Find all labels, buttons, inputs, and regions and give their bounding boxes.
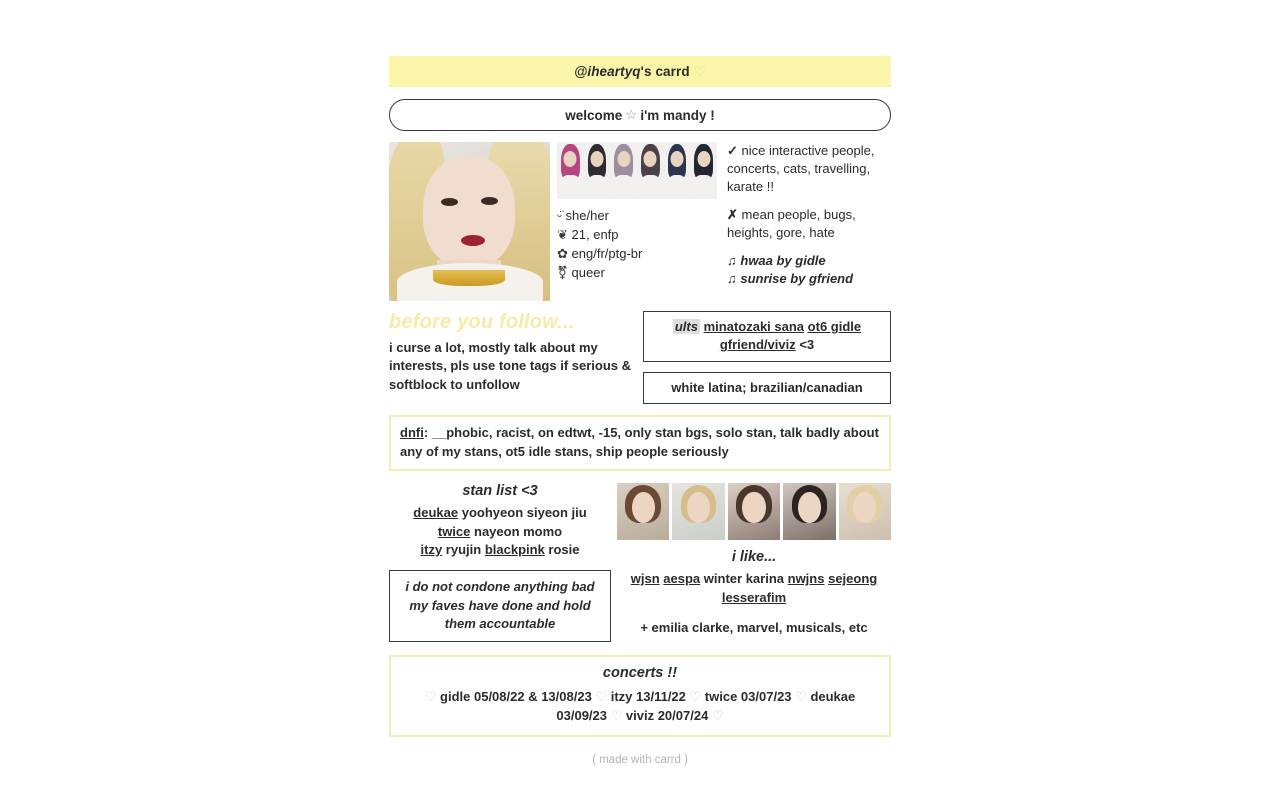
music-line-1: [727, 252, 891, 270]
carrd-card: [389, 56, 891, 766]
intro-section: [389, 142, 891, 301]
page-title-bar: [389, 56, 891, 87]
fact-pronouns-text: she/her: [565, 208, 609, 223]
before-you-follow-column: [389, 311, 637, 394]
stan-members-twice: nayeon momo: [474, 523, 563, 539]
like-aespa: aespa: [663, 571, 701, 587]
concert-entry-4: deukae 03/09/23: [556, 688, 856, 723]
heart-icon: ♡: [610, 707, 623, 723]
stan-list-lines: [389, 504, 611, 559]
intro-right-column: [724, 142, 891, 288]
stan-group-twice: twice: [437, 523, 471, 539]
strip-photo-1: [617, 483, 669, 540]
fact-age-text: 21, enfp: [571, 226, 619, 242]
i-like-extra: + emilia clarke, marvel, musicals, etc: [640, 619, 868, 635]
likes-text: nice interactive people, concerts, cats, travelling, karate !!: [727, 143, 875, 194]
info-boxes-column: [643, 311, 891, 404]
concerts-list: [401, 688, 879, 726]
ults-box: [643, 311, 891, 362]
like-lesserafim: lesserafim: [721, 589, 787, 605]
before-you-follow-title: before you follow...: [389, 311, 575, 333]
stan-and-likes-section: [389, 483, 891, 642]
heart-icon: ♡: [424, 688, 437, 704]
dnfi-label: dnfi: [400, 425, 424, 441]
likes-line: [727, 142, 891, 196]
dislikes-line: [727, 206, 891, 242]
welcome-banner: [389, 99, 891, 131]
like-wjsn: wjsn: [630, 571, 660, 587]
intro-middle-column: [557, 142, 717, 282]
check-icon: ✓: [727, 143, 738, 158]
music-note-icon: ♫: [727, 252, 737, 268]
condone-box: i do not condone anything bad my faves have done and hold them accountable: [389, 570, 611, 641]
heart-icon: ♡: [595, 688, 608, 704]
before-you-follow-body: i curse a lot, mostly talk about my interests, pls use tone tags if serious & softblock to unfollow: [389, 340, 632, 392]
fact-languages-text: eng/fr/ptg-br: [571, 245, 643, 261]
strip-photo-3: [728, 483, 780, 540]
stan-members-deukae: yoohyeon siyeon jiu: [461, 505, 587, 521]
concert-entry-5: viviz 20/07/24: [625, 707, 709, 723]
welcome-text-after: i'm mandy !: [640, 107, 715, 123]
language-glyph-icon: ✿: [557, 245, 568, 261]
cross-icon: ✗: [727, 206, 738, 222]
ult-name-2: ot6 gidle: [807, 319, 862, 334]
i-like-line-1: [617, 570, 891, 588]
gender-glyph-icon: ⚧: [557, 264, 568, 280]
footer-credit[interactable]: ( made with carrd ): [592, 754, 688, 767]
page-title-suffix: 's carrd: [640, 64, 690, 79]
strip-photo-2: [672, 483, 724, 540]
fact-age: [557, 226, 717, 245]
strip-photo-5: [839, 483, 891, 540]
stan-line-2: [389, 523, 611, 541]
star-icon: ☆: [625, 107, 638, 122]
concert-entry-3: twice 03/07/23: [704, 688, 792, 704]
age-glyph-icon: ❦: [557, 226, 568, 242]
photo-strip: [617, 483, 891, 540]
stan-group-blackpink: blackpink: [484, 541, 545, 557]
music-line-2: [727, 270, 891, 288]
fact-orientation: [557, 264, 717, 283]
concert-entry-2: itzy 13/11/22: [610, 688, 686, 704]
heart-icon: ♡: [795, 688, 807, 704]
fact-languages: [557, 245, 717, 264]
avatar-photo: [389, 142, 550, 301]
i-like-line-2: [617, 589, 891, 607]
ult-name-3: gfriend/viviz: [719, 337, 796, 353]
stan-members-blackpink: rosie: [548, 541, 580, 557]
page-title-handle: @iheartyq: [574, 64, 641, 79]
like-sejeong: sejeong: [828, 571, 878, 587]
concerts-box: [389, 655, 891, 738]
identity-box: white latina; brazilian/canadian: [643, 372, 891, 404]
strip-photo-4: [783, 483, 835, 540]
music-title-1: hwaa by gidle: [740, 252, 826, 268]
stan-list-title: stan list <3: [462, 483, 538, 500]
concert-entry-1: gidle 05/08/22 & 13/08/23: [440, 688, 592, 704]
before-you-follow-section: [389, 311, 891, 404]
stan-group-itzy: itzy: [420, 541, 443, 557]
concerts-title: concerts !!: [602, 664, 678, 681]
dnfi-text: : __phobic, racist, on edtwt, -15, only stan bgs, solo stan, talk badly about any of my stans, ot5 idle stans, ship people seriously: [400, 425, 879, 460]
stan-list-column: [389, 483, 611, 642]
heart-icon: ♡: [693, 63, 706, 79]
heart-icon: ♡: [711, 707, 724, 723]
stan-group-deukae: deukae: [413, 505, 459, 521]
pronouns-glyph-icon: ᵕ̈: [557, 208, 562, 223]
fact-orientation-text: queer: [571, 264, 605, 280]
stan-members-itzy: ryujin: [445, 541, 482, 557]
group-photo: [557, 142, 717, 199]
i-like-title: i like...: [731, 549, 777, 566]
like-nwjns: nwjns: [787, 571, 825, 587]
dislikes-text: mean people, bugs, heights, gore, hate: [727, 206, 856, 240]
stan-line-1: [389, 504, 611, 522]
music-title-2: sunrise by gfriend: [740, 270, 854, 286]
dnfi-box: [389, 415, 891, 471]
ults-suffix: <3: [799, 337, 815, 353]
fact-pronouns: [557, 207, 717, 226]
welcome-text-before: welcome: [565, 107, 623, 123]
stan-line-3: [389, 541, 611, 559]
heart-icon: ♡: [689, 688, 702, 704]
i-like-lines: [617, 570, 891, 607]
i-like-column: [617, 483, 891, 635]
profile-facts: [557, 207, 717, 282]
ults-label: ults: [674, 319, 698, 334]
music-note-icon: ♫: [727, 270, 737, 286]
ult-name-1: minatozaki sana: [703, 319, 805, 334]
like-winter-karina: winter karina: [703, 571, 784, 587]
